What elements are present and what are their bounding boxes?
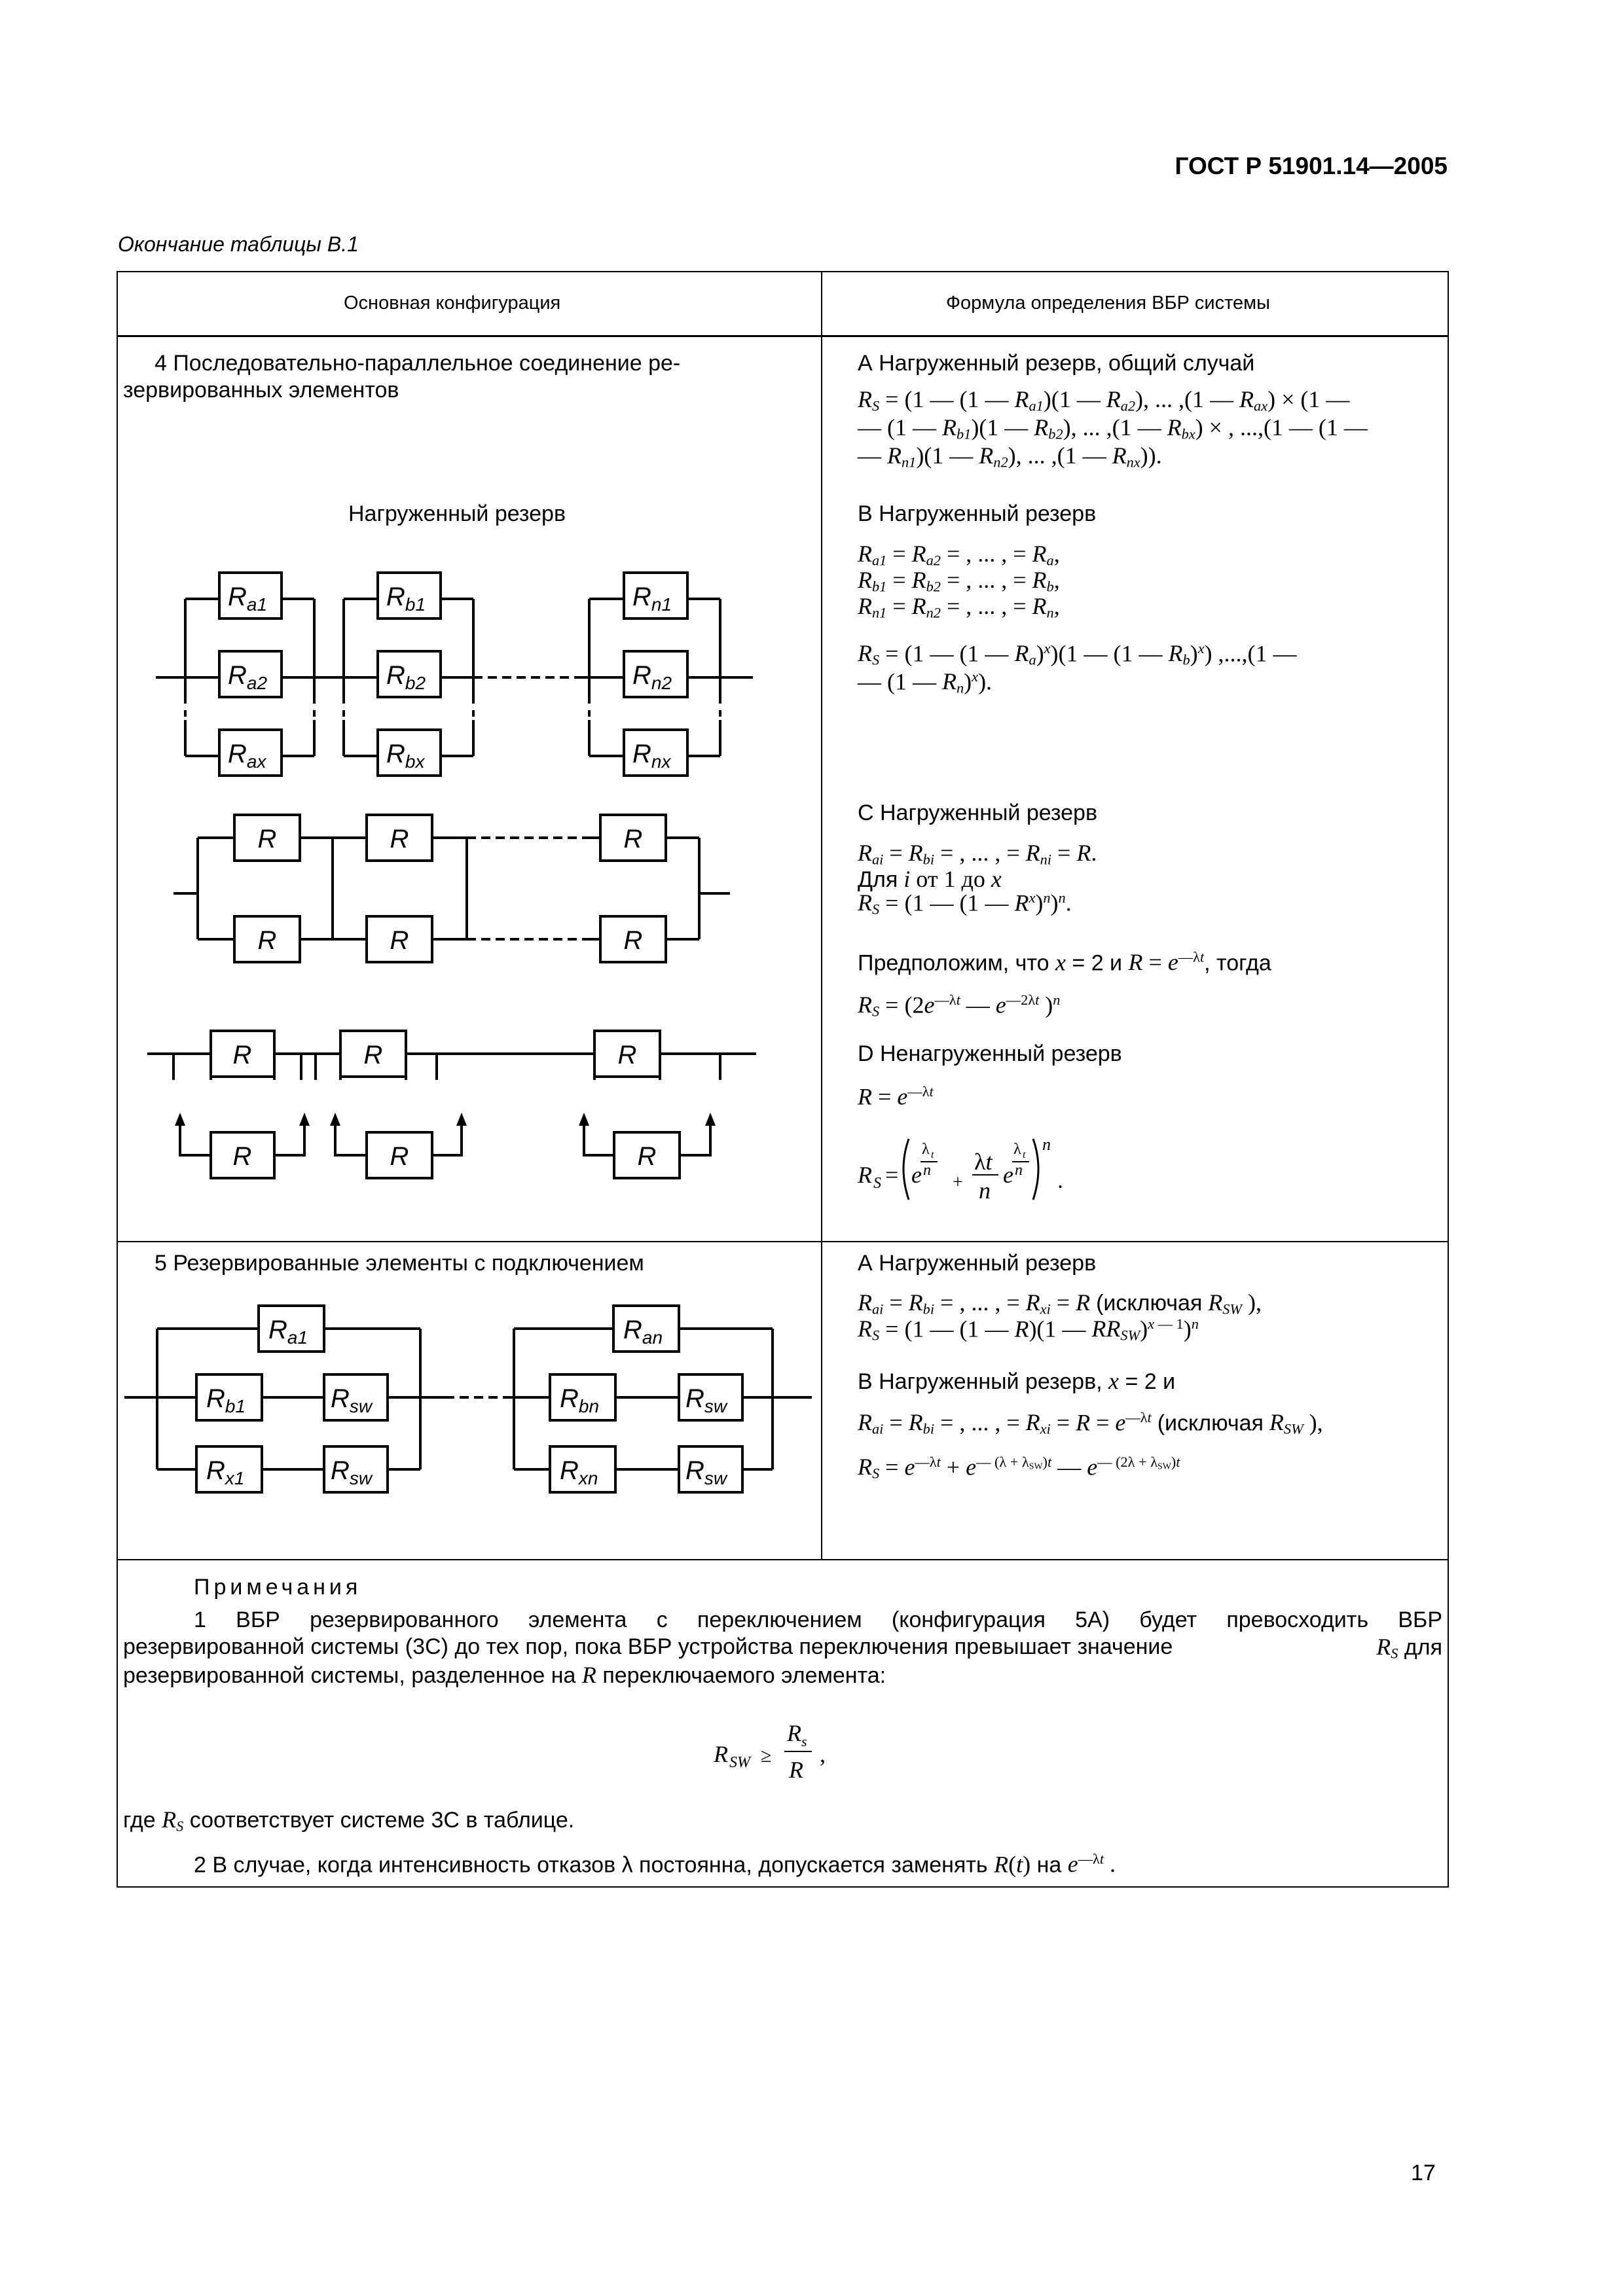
svg-text:=: = (885, 1162, 899, 1188)
svg-text:t: t (1023, 1149, 1026, 1160)
row4-b-title: В Нагруженный резерв (858, 501, 1097, 526)
svg-text:Rsw: $R_{sw}$ (685, 1456, 727, 1488)
row4-a-title: А Нагруженный резерв, общий случай (858, 351, 1255, 376)
row5-b-title: В Нагруженный резерв, x = 2 и (858, 1368, 1176, 1394)
svg-text:λ: λ (922, 1141, 930, 1158)
row5-a-except: (исключая (1096, 1291, 1203, 1316)
c-assume-1: Предположим, что (858, 950, 1049, 976)
page-number: 17 (1411, 2161, 1436, 2185)
note1-line3a: резервированной системы, разделенное на (123, 1663, 576, 1689)
row5-b-title-text2: = 2 и (1125, 1369, 1176, 1394)
row4-c-title: С Нагруженный резерв (858, 800, 1098, 825)
svg-text:e: e (911, 1162, 922, 1188)
row4-c-result: $R_S = (2e^{—\lambda t}$ — $e^{—2\lambda t}$ )$^n$ (858, 992, 1061, 1020)
diagram-unloaded-reserve (144, 1008, 864, 1204)
svg-text:R: R (637, 1142, 657, 1171)
svg-text:Rxn: $R_{xn}$ (560, 1456, 598, 1488)
box-Rax: $R_{ax}$ (228, 740, 266, 772)
svg-text:n: n (979, 1177, 991, 1204)
svg-text:s: s (801, 1733, 807, 1749)
row4-b-formula: $R_{a1} = R_{a2}$ = , ... , = $R_a$, $R_{b1} = R_{b2}$ = , ... , = $R_b$, $R_{n1} = R_{n2}$ = , ... , = $R_n$, $R_S = (1$ — (1 — $R_a)^x)(1$ — (1 — $R_b)^x$) ,...,(1 — — (1 — $R_n)^x$). (858, 541, 1297, 697)
row4-desc-line1: 4 Последовательно-параллельное соединение ре- (155, 351, 681, 376)
box-Rnx: $R_{nx}$ (632, 740, 671, 772)
row4-c-assumption: Предположим, что x = 2 и $R = e^{—\lambda t}$, тогда (858, 949, 1271, 976)
row4-a-formula: $R_S = (1$ — (1 — $R_{a1})(1$ — $R_{a2}$), ... ,(1 — $R_{ax}) \times (1$ — — (1 — $R_{b1})(1$ — $R_{b2}$), ... ,(1 — $R_{bx}$) × , ...,(1 — (1 — — $R_{n1})(1$ — $R_{n2}$), ... ,(1 — $R_{nx}$)). (858, 386, 1368, 471)
note1-line2b: для (1404, 1634, 1442, 1660)
diagram-loaded-reserve-parallel (144, 556, 864, 792)
note1-where-b: соответствует системе 3С в таблице. (189, 1808, 575, 1833)
row4-d-title: D Ненагруженный резерв (858, 1041, 1122, 1066)
svg-text:R: R (623, 825, 643, 853)
svg-text:e: e (1003, 1162, 1013, 1188)
row4-description (123, 350, 811, 404)
svg-text:R: R (363, 1041, 383, 1069)
diagram-loaded-reserve-2rows (144, 808, 864, 965)
diagram-switched-elements (118, 1289, 838, 1532)
row4-d-formula-RS (858, 1122, 1146, 1221)
svg-text:Rb1: $R_{b1}$ (206, 1384, 246, 1416)
svg-text:≥: ≥ (761, 1745, 772, 1767)
c-for-label: Для (858, 867, 898, 892)
svg-text:R: R (787, 1720, 801, 1746)
note1-where-a: где (123, 1808, 156, 1833)
row5-a-title: А Нагруженный резерв (858, 1251, 1097, 1276)
row5-a-formula: $R_{ai} = R_{bi}$ = , ... , = $R_{xi} = R$ (исключая $R_{SW}$ ), $R_S = (1$ — (1 — R)(1 — $RR_{SW})^{x — 1})^n$ (858, 1289, 1262, 1344)
svg-text:Ran: $R_{an}$ (623, 1316, 663, 1348)
svg-text:R: R (858, 1162, 872, 1188)
row4-desc-line2: зервированных элементов (123, 377, 399, 403)
svg-text:R: R (257, 926, 277, 955)
note2-b: на (1036, 1852, 1062, 1878)
svg-text:R: R (390, 926, 409, 955)
row5-b-title-text: В Нагруженный резерв, (858, 1369, 1103, 1394)
row4-diagram-title: Нагруженный резерв (348, 501, 566, 526)
column-header-config: Основная конфигурация (344, 293, 561, 314)
column-header-formula: Формула определения ВБР системы (946, 293, 1270, 314)
note1-line3b: переключаемого элемента: (602, 1663, 886, 1689)
svg-text:Rsw: $R_{sw}$ (331, 1384, 373, 1416)
box-Rn1: $R_{n1}$ (632, 583, 672, 615)
svg-text:n: n (1042, 1135, 1051, 1154)
svg-text:Ra1: $R_{a1}$ (268, 1316, 308, 1348)
svg-text:R: R (789, 1757, 803, 1783)
table-caption: Окончание таблицы В.1 (118, 232, 359, 256)
svg-text:t: t (931, 1149, 934, 1160)
svg-text:R: R (232, 1041, 252, 1069)
svg-text:SW: SW (729, 1754, 750, 1771)
svg-text:S: S (873, 1175, 881, 1192)
box-Rb1: $R_{b1}$ (386, 583, 426, 615)
box-Ra1: $R_{a1}$ (228, 583, 268, 615)
svg-text:R: R (714, 1741, 728, 1767)
svg-text:λt: λt (974, 1149, 993, 1175)
svg-text:Rsw: $R_{sw}$ (331, 1456, 373, 1488)
svg-text:R: R (390, 1142, 409, 1171)
note2-a: 2 В случае, когда интенсивность отказов λ постоянна, допускается заменять (194, 1852, 988, 1878)
svg-text:n: n (1015, 1162, 1023, 1179)
svg-text:.: . (1057, 1167, 1063, 1193)
svg-text:Rx1: $R_{x1}$ (206, 1456, 245, 1488)
svg-text:Rsw: $R_{sw}$ (685, 1384, 727, 1416)
note1: 1 ВБР резервированного элемента с переключением (конфигурация 5А) будет превосходить ВБР резервированной системы (3С) до тех пор, пока ВБР устройства переключения превышает значение $R_S$ для резервированной системы, разделенное на R переключаемого элемента: (123, 1607, 1442, 1689)
box-Rn2: $R_{n2}$ (632, 661, 672, 693)
svg-text:+: + (953, 1172, 963, 1193)
svg-text:R: R (390, 825, 409, 853)
box-Ra2: $R_{a2}$ (228, 661, 268, 693)
c-from-label: от 1 до (916, 865, 985, 892)
svg-text:,: , (820, 1741, 826, 1767)
note2: 2 В случае, когда интенсивность отказов λ постоянна, допускается заменять R(t) на $e^{—\lambda t}$ . (194, 1851, 1116, 1878)
note1-line1: 1 ВБР резервированного элемента с переключением (конфигурация 5А) будет превосходить ВБР (194, 1607, 1442, 1632)
row5-description: 5 Резервированные элементы с подключением (155, 1251, 644, 1276)
box-Rb2: $R_{b2}$ (386, 661, 426, 693)
c-assume-3: , тогда (1204, 950, 1271, 976)
svg-text:Rbn: $R_{bn}$ (560, 1384, 600, 1416)
svg-text:R: R (257, 825, 277, 853)
svg-text:R: R (232, 1142, 252, 1171)
notes-heading: Примечания (194, 1575, 362, 1600)
svg-text:R: R (623, 926, 643, 955)
svg-text:n: n (923, 1162, 931, 1179)
svg-text:R: R (617, 1041, 637, 1069)
note1-where: где $R_S$ соответствует системе 3С в таблице. (123, 1806, 575, 1835)
row4-c-formula: $R_{ai} = R_{bi}$ = , ... , = $R_{ni} = R$. Для i от 1 до x $R_S = (1$ — (1 — $R^x)^n)^n$. (858, 840, 1097, 918)
row5-b-except: (исключая (1157, 1410, 1264, 1436)
note1-formula (714, 1715, 871, 1793)
note1-line2a: резервированной системы (3С) до тех пор, пока ВБР устройства переключения превышает значение (123, 1634, 1173, 1659)
row4-d-formula-R: $R = e^{—\lambda t}$ (858, 1083, 934, 1110)
row5-b-formula: $R_{ai} = R_{bi}$ = , ... , = $R_{xi} = R = e^{—\lambda t}$ (исключая $R_{SW}$ ), $R_S = e^{—\lambda t} + e^{— (\lambda + \lambda_{SW})t}$ — $e^{— (2\lambda + \lambda_{SW})t}$ (858, 1409, 1323, 1482)
c-assume-2: = 2 и (1072, 950, 1123, 976)
box-Rbx: $R_{bx}$ (386, 740, 425, 772)
standard-header: ГОСТ Р 51901.14—2005 (1175, 152, 1448, 179)
svg-text:λ: λ (1013, 1141, 1021, 1158)
